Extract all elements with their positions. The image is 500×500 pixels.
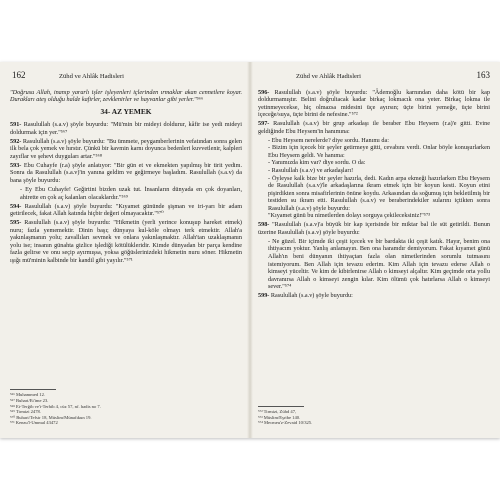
left-running-title: Zühd ve Ahlâk Hadisleri [58,73,124,80]
hadith-number: 598- [258,221,270,229]
hadith-number: 597- [258,120,270,128]
hadith-paragraph [10,162,242,185]
hadith-paragraph [10,219,242,264]
dialogue-line [258,159,490,167]
hadith-text: - Ey Ebu Cuhayfe! Geğirtini bizden uzak tut. İnsanların dünyada en çok doyanları, ahirette en çok aç kalanları olacaklardır."⁵⁶⁹ [20,186,242,201]
hadith-paragraph [258,89,490,119]
dialogue-text: - Rasulullah (s.a.v) ve arkadaşları! [268,167,354,175]
hadith-text: Rasulullah (s.a.v) şöyle buyurdu: "Hikmetin (yerli yerince konuşup hareket etmek) nuru; fazla yememektir. Dinin başı; dünyaya kul-köle olmayı terk etmektir. Allah'a yakınlaşmanın yolu; zavallıları sevmek ve onlara yakınlaşmaktır. Allah'tan uzaklaşmanın yolu ise; insanın günahta gizlice işlediği kötülükleridir. Kimde dünyadan bir parça kendine fazla gelirse ve onu seçip ayırmışsa, yoksa göğüslerinizdeki hikmetin nuru söner. Hikmetin ışığı mü'minin kalbinde bir kandil gibi yayılır."⁵⁷¹ [10,219,242,264]
hadith-paragraph [10,186,242,201]
hadith-number: 594- [10,202,22,210]
hadith-paragraph [258,221,490,236]
dialogue-text: - Yanımızda kim var? diye sordu. O da: [268,159,366,167]
footnote-rule [258,406,304,407]
hadith-text: Rasulullah (s.a.v) şöyle buyurdu: "Mü'min bir mideyi doldurur, kâfir ise yedi mideyi doldurmak için yer."⁵⁶⁷ [10,121,242,136]
footnote: ⁵⁶⁶ Muhammed 12. [10,392,46,398]
hadith-paragraph [10,121,242,136]
dialogue-line [258,167,490,175]
dialogue-text: - Ebu Heysem nerelerde? diye sordu. Hanımı da: [268,136,389,144]
hadith-number: 596- [258,88,270,96]
footnote: ⁵⁷⁴ Mecmeu'z-Zevaid 10/325. [258,420,313,426]
hadith-paragraph [258,120,490,135]
hadith-number: 595- [10,219,22,227]
footnote: ⁵⁶⁹ Tirmizi 2478. [10,409,41,415]
dialogue-text: - Bizim için içecek bir şeyler getirmeye gitti, cevabını verdi. Onlar böyle konuşurlarken Ebu Heysem geldi. Ve hanıma: [268,144,490,159]
dialogue-line [258,212,490,220]
footnote: ⁵⁷² Tirmizi, Zühd 47, [258,409,297,415]
dialogue-text: "Kıyamet günü bu nimetlerden dolayı sorguya çekileceksiniz!"⁵⁷³ [268,212,430,220]
footnote-rule [10,389,56,390]
left-footnotes [10,389,242,426]
right-footnotes [258,406,490,426]
left-page-number: 162 [12,70,26,80]
right-running-title: Zühd ve Ahlâk Hadisleri [296,73,362,80]
book-gutter [247,62,253,438]
hadith-paragraph [10,138,242,161]
dialogue-line [258,175,490,213]
hadith-paragraph [258,292,490,300]
dialogue-line [258,137,490,145]
right-running-head [258,72,490,81]
left-page [10,72,242,428]
hadith-text: Rasulullah (s.a.v) bir grup arkadaşı ile beraber Ebu Heysem (r.a)'e gitti. Evine geldiğinde Ebu Heysem'in hanımına: [258,120,490,135]
footnote: ⁵⁶⁸ Et-Terğib ve't-Terhib 4, cüz 57, nf. hadis no 7. [10,403,101,409]
section-title: 34- AZ YEMEK [100,106,152,116]
right-page-number: 163 [476,70,490,80]
dialogue-line [258,144,490,159]
dialogue-line [258,238,490,291]
hadith-text: Rasulullah (s.a.v) şöyle buyurdu: "Bu ümmete, peygamberlerinin vefatından sonra gelen ilk bela çok yemek ve hırstır. Çünkü bir kavmin karnı doyunca bedenleri kuvvetlenir, kalpleri zayıflar ve şehevi duyguları artar."⁵⁶⁸ [10,137,243,160]
footnote: ⁵⁶⁷ Buhari/Et'ime 23. [10,398,49,404]
hadith-paragraph [10,203,242,218]
right-page [258,72,490,428]
hadith-number: 592- [10,137,22,145]
intro-quote: "Doğrusu Allah, inanıp yararlı işler işleyenleri içlerinden ırmaklar akan cennetlere koyar. Durakları ateş olduğu halde kafirler, zevklenirler ve hayvanlar gibi yerler."⁵⁶⁶ [10,88,242,104]
dialogue-text: - Öyleyse kalk bize bir şeyler hazırla, dedi. Kadın arpa ekmeği hazırlarken Ebu Heysem de Rasulullah (s.a.v)'le arkadaşlarına ikram etmek için bir koyun kesti. Koyun etini pişirdikten sonra misafirlerinin önüne koydu. Arkasından da soğumuş için bekletilmiş bir testiden su ikram etti. Rasulullah (s.a.v) ve beraberindekiler sularını içtikten sonra Rasulullah (s.a.v) şöyle buyurdu: [268,174,490,212]
left-running-head [10,72,242,81]
hadith-number: 599- [258,292,270,300]
hadith-text: "Rasulullah (s.a.v)'a büyük bir kap içerisinde bir miktar bal ile süt getirildi. Bunun üzerine Rasulullah (s.a.v) şöyle buyurdu: [258,221,491,236]
hadith-number: 593- [10,161,22,169]
dialogue-text: - Ne güzel. Bir içimde iki çeşit içecek ve bir bardakta iki çeşit katık. Hayır, benim ona ihtiyacım yoktur. Yanlış anlamayın. Ben ona haramdır demiyorum. Fakat kıyamet günü Allah'ın beni dünyanın ihtiyaçtan fazla olan nimetlerinden sorumlu tutmasını istemiyorum. Ben Allah için tevazu ederim. Kim Allah için tevazu ederse Allah o kimseyi yüceltir. Ve kim de kibirlenirse Allah o kimseyi alçaltır. Kim geçimde orta yollu davranırsa Allah o kimseyi zengin kılar. Kim ölümü çok hatırlarsa Allah o kimseyi sever."⁵⁷⁴ [268,237,490,291]
hadith-text: Ebu Cuhayfe (r.a) şöyle anlatıyor: "Bir gün et ve ekmekten yapılmış bir tirit yedim. Sonra da Rasulullah (s.a.v)'in yanına geldim ve geğirmeye başladım. Rasulullah (s.a.v) da bana şöyle buyurdu: [10,161,243,185]
hadith-text: Rasulullah (s.a.v) şöyle buyurdu: "Kıyamet gününde şişman ve iri-yarı bir adam getirilecek, fakat Allah katında hiçbir değeri olmayacaktır."⁵⁷⁰ [10,202,243,218]
footnote: ⁵⁷³ Müslim/Eşribe 140. [258,414,301,420]
footnote: ⁵⁷⁰ Buhari/Tefsir 18, Müslim/Münafıkun 19. [10,414,92,420]
footnote: ⁵⁷¹ Kenzu'l-Ummal 43472 [10,420,58,426]
hadith-text: Rasulullah (s.a.v) şöyle buyurdu: [270,292,353,300]
hadith-text: Rasulullah (s.a.v) şöyle buyurdu: "Âdemoğlu karnından daha kötü bir kap doldurmamıştır. Belini doğrultacak kadar birkaç lokmacık ona yeter. Birkaç lokma ile yetinmeyecekse, hiç olmazsa midesini üçe ayırsın; üçte birini yemeğe, üçte birini içeceğe/suya, üçte birini de nefesine."⁵⁷² [258,88,491,119]
hadith-number: 591- [10,121,22,129]
